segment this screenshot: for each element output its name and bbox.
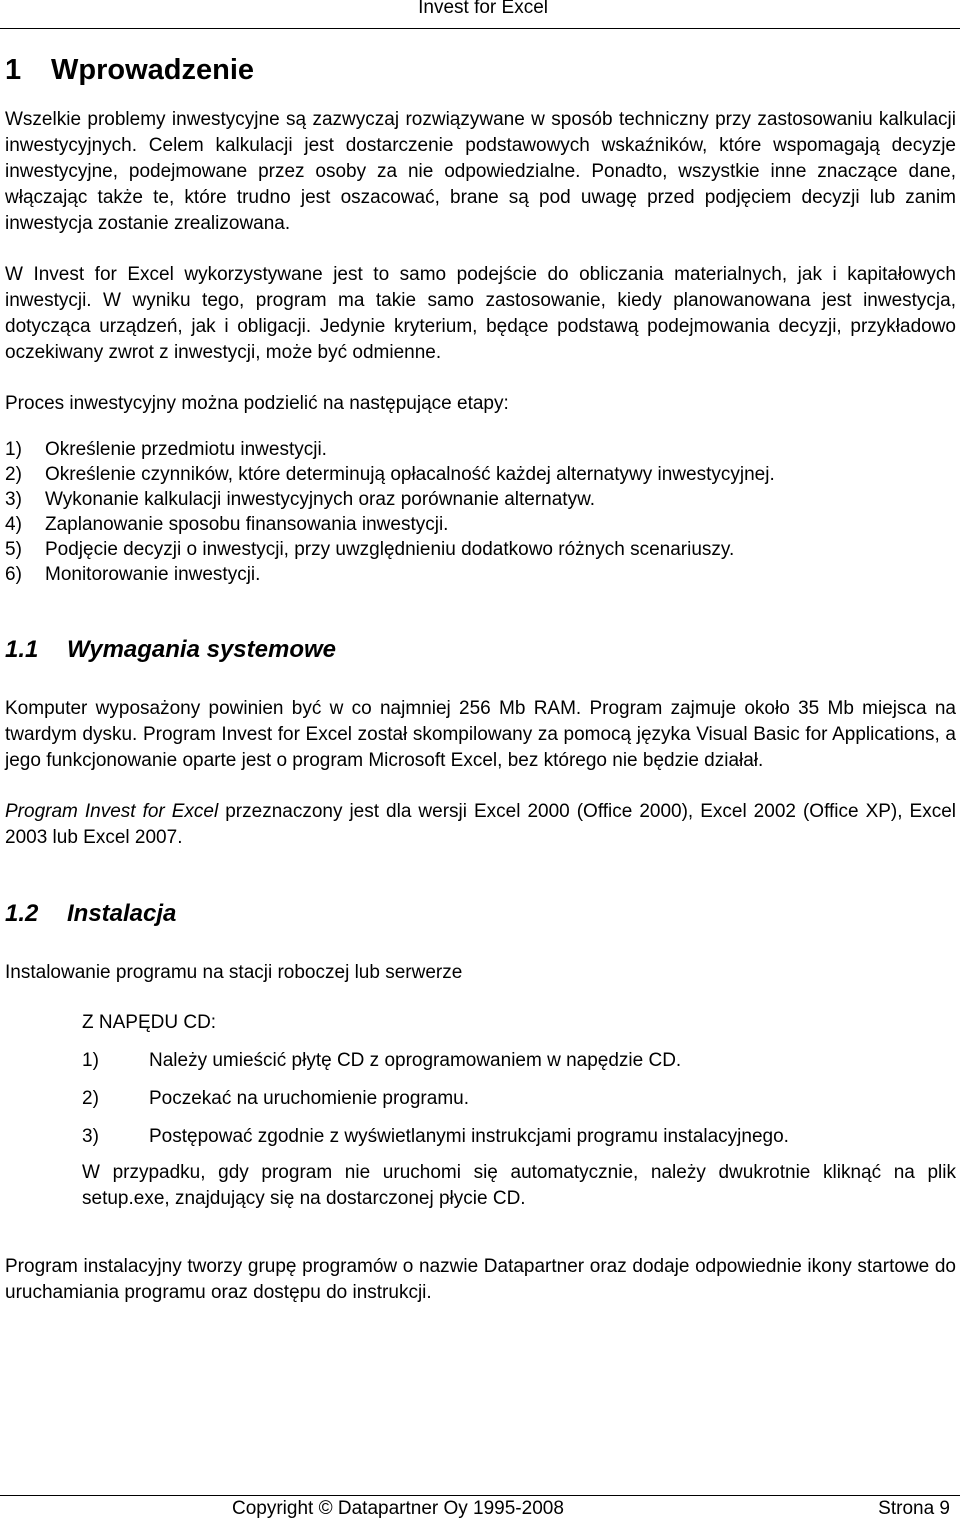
- document-body: [5, 48, 956, 1306]
- list-item-number: 3): [5, 489, 22, 510]
- section-1-2-heading: [5, 898, 956, 930]
- list-item: [82, 1048, 956, 1074]
- list-item-text: Monitorowanie inwestycji.: [45, 564, 261, 585]
- list-item: [5, 512, 956, 537]
- list-item-text: Poczekać na uruchomienie programu.: [149, 1088, 470, 1109]
- list-item-number: 5): [5, 539, 22, 560]
- page-header: [0, 0, 960, 29]
- install-steps-list: [82, 1048, 956, 1150]
- footer-copyright: Copyright © Datapartner Oy 1995-2008: [232, 1498, 564, 1519]
- list-item-number: 3): [82, 1126, 99, 1147]
- list-item: [5, 562, 956, 587]
- section-1-title: Wprowadzenie: [51, 54, 255, 86]
- list-item-text: Zaplanowanie sposobu finansowania inwestycji.: [45, 514, 449, 535]
- list-item-text: Należy umieścić płytę CD z oprogramowaniem w napędzie CD.: [149, 1050, 682, 1071]
- install-note: W przypadku, gdy program nie uruchomi się automatycznie, należy dwukrotnie kliknąć na plik setup.exe, znajdujący się na dostarczonej płycie CD.: [82, 1162, 956, 1209]
- section-1-2-title: Instalacja: [67, 900, 177, 927]
- list-item: [5, 537, 956, 562]
- list-item: [5, 437, 956, 462]
- section-1-1-heading: [5, 634, 956, 666]
- section-1-heading: [5, 48, 956, 92]
- list-item: [82, 1124, 956, 1150]
- section-1-1-paragraph-2-text: przeznaczony jest dla wersji Excel 2000 (Office 2000), Excel 2002 (Office XP), Excel 2003 lub Excel 2007.: [5, 801, 956, 848]
- section-1-number: 1: [5, 54, 22, 86]
- list-item-number: 4): [5, 514, 22, 535]
- list-item-number: 6): [5, 564, 22, 585]
- list-item: [5, 462, 956, 487]
- investment-stages-list: [5, 437, 956, 587]
- list-item-text: Określenie przedmiotu inwestycji.: [45, 439, 327, 460]
- program-name-italic: Program Invest for Excel: [5, 801, 219, 822]
- section-1-1-number: 1.1: [5, 636, 39, 663]
- section-1-paragraph-2: W Invest for Excel wykorzystywane jest to samo podejście do obliczania materialnych, jak i kapitałowych inwestycji. W wyniku tego, program ma takie samo zastosowanie, kiedy planowanowana jest inwestycja, dotycząca urządzeń, jak i obligacji. Jedynie kryterium, będące podstawą podejmowania decyzji, przykładowo oczekiwany zwrot z inwestycji, może być odmienne.: [5, 264, 956, 363]
- list-item-number: 2): [5, 464, 22, 485]
- list-item: [82, 1086, 956, 1112]
- list-item-text: Określenie czynników, które determinują opłacalność każdej alternatywy inwestycyjnej.: [45, 464, 775, 485]
- list-item-text: Podjęcie decyzji o inwestycji, przy uwzględnieniu dodatkowo różnych scenariuszy.: [45, 539, 735, 560]
- section-1-1-paragraph-1: Komputer wyposażony powinien być w co najmniej 256 Mb RAM. Program zajmuje około 35 Mb miejsca na twardym dysku. Program Invest for Excel został skompilowany za pomocą języka Visual Basic for Applications, a jego funkcjonowanie oparte jest o program Microsoft Excel, bez którego nie będzie działał.: [5, 698, 956, 771]
- list-item-number: 1): [5, 439, 22, 460]
- section-1-paragraph-1: Wszelkie problemy inwestycyjne są zazwyczaj rozwiązywane w sposób techniczny przy zastosowaniu kalkulacji inwestycyjnych. Celem kalkulacji jest dostarczenie podstawowych wskaźników, które wspomagają decyzje inwestycyjne, podejmowane przez osoby za nie odpowiedzialne. Ponadto, wszystkie inne znaczące dane, włączając także te, które trudno jest oszacować, brane są pod uwagę przed podjęciem decyzji lub zanim inwestycja zostanie zrealizowana.: [5, 109, 956, 234]
- list-item-text: Postępować zgodnie z wyświetlanymi instrukcjami programu instalacyjnego.: [149, 1126, 789, 1147]
- list-item-text: Wykonanie kalkulacji inwestycyjnych oraz porównanie alternatyw.: [45, 489, 596, 510]
- section-1-2-paragraph-2: Program instalacyjny tworzy grupę programów o nazwie Datapartner oraz dodaje odpowiednie ikony startowe do uruchamiania programu oraz dostępu do instrukcji.: [5, 1256, 956, 1303]
- cd-install-heading: Z NAPĘDU CD:: [82, 1012, 217, 1033]
- section-1-2-number: 1.2: [5, 900, 39, 927]
- section-1-paragraph-3: Proces inwestycyjny można podzielić na następujące etapy:: [5, 393, 509, 414]
- page-footer: [0, 1495, 960, 1528]
- section-1-1-paragraph-2: [5, 799, 956, 851]
- list-item-number: 2): [82, 1088, 99, 1109]
- footer-page-number: Strona 9: [878, 1498, 950, 1519]
- cd-install-block: [82, 1010, 956, 1212]
- section-1-2-paragraph-1: Instalowanie programu na stacji roboczej lub serwerze: [5, 962, 463, 983]
- list-item-number: 1): [82, 1050, 99, 1071]
- section-1-1-title: Wymagania systemowe: [67, 636, 337, 663]
- list-item: [5, 487, 956, 512]
- header-title: Invest for Excel: [418, 0, 548, 18]
